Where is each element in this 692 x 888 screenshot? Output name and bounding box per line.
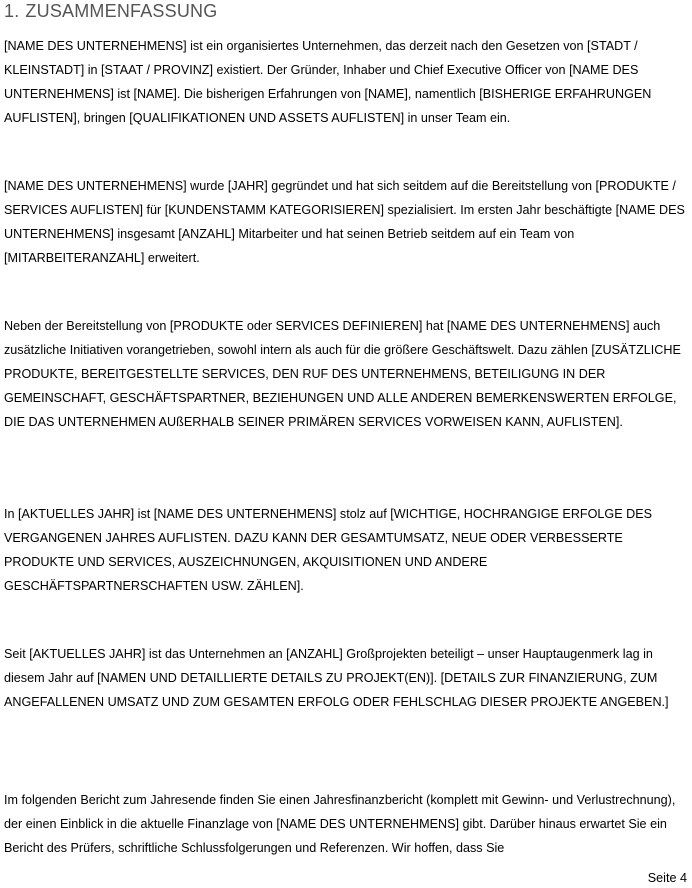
paragraph-founding: [NAME DES UNTERNEHMENS] wurde [JAHR] gegründet und hat sich seitdem auf die Bereitstellung von [PRODUKTE / SERVICES AUFLISTEN] für [KUNDENSTAMM KATEGORISIEREN] spezialisiert. Im ersten Jahr beschäftigte [NAME DES UNTERNEHMENS] insgesamt [ANZAHL] Mitarbeiter und hat seinen Betrieb seitdem auf ein Team von [MITARBEITERANZAHL] erweitert. [4,179,685,265]
section-heading [4,0,217,22]
paragraph-achievements: In [AKTUELLES JAHR] ist [NAME DES UNTERNEHMENS] stolz auf [WICHTIGE, HOCHRANGIGE ERFOLGE DES VERGANGENEN JAHRES AUFLISTEN. DAZU KANN DER GESAMTUMSATZ, NEUE ODER VERBESSERTE PRODUKTE UND SERVICES, AUSZEICHNUNGEN, AKQUISITIONEN UND ANDERE GESCHÄFTSPARTNERSCHAFTEN USW. ZÄHLEN]. [4,507,652,593]
page-number: Seite 4 [647,871,687,885]
section-number: 1. [4,1,20,21]
paragraph-initiatives: Neben der Bereitstellung von [PRODUKTE oder SERVICES DEFINIEREN] hat [NAME DES UNTERNEHMENS] auch zusätzliche Initiativen vorangetrieben, sowohl intern als auch für die größere Geschäftswelt. Dazu zählen [ZUSÄTZLICHE PRODUKTE, BEREITGESTELLTE SERVICES, DEN RUF DES UNTERNEHMENS, BETEILIGUNG IN DER GEMEINSCHAFT, GESCHÄFTSPARTNER, BEZIEHUNGEN UND ALLE ANDEREN BEMERKENSWERTEN ERFOLGE, DIE DAS UNTERNEHMEN AUßERHALB SEINER PRIMÄREN SERVICES VORWEISEN KANN, AUFLISTEN]. [4,319,681,429]
paragraph-report-intro: Im folgenden Bericht zum Jahresende finden Sie einen Jahresfinanzbericht (komplett mit Gewinn- und Verlustrechnung), der einen Einblick in die aktuelle Finanzlage von [NAME DES UNTERNEHMENS] gibt. Darüber hinaus erwartet Sie ein Bericht des Prüfers, schriftliche Schlussfolgerungen und Referenzen. Wir hoffen, dass Sie [4,793,676,855]
paragraph-company-overview: [NAME DES UNTERNEHMENS] ist ein organisiertes Unternehmen, das derzeit nach den Gesetzen von [STADT / KLEINSTADT] in [STAAT / PROVINZ] existiert. Der Gründer, Inhaber und Chief Executive Officer von [NAME DES UNTERNEHMENS] ist [NAME]. Die bisherigen Erfahrungen von [NAME], namentlich [BISHERIGE ERFAHRUNGEN AUFLISTEN], bringen [QUALIFIKATIONEN UND ASSETS AUFLISTEN] in unser Team ein. [4,39,652,125]
paragraph-projects: Seit [AKTUELLES JAHR] ist das Unternehmen an [ANZAHL] Großprojekten beteiligt – unser Hauptaugenmerk lag in diesem Jahr auf [NAMEN UND DETAILLIERTE DETAILS ZU PROJEKT(EN)]. [DETAILS ZUR FINANZIERUNG, ZUM ANGEFALLENEN UMSATZ UND ZUM GESAMTEN ERFOLG ODER FEHLSCHLAG DIESER PROJEKTE ANGEBEN.] [4,647,669,709]
section-title: ZUSAMMENFASSUNG [25,1,218,21]
